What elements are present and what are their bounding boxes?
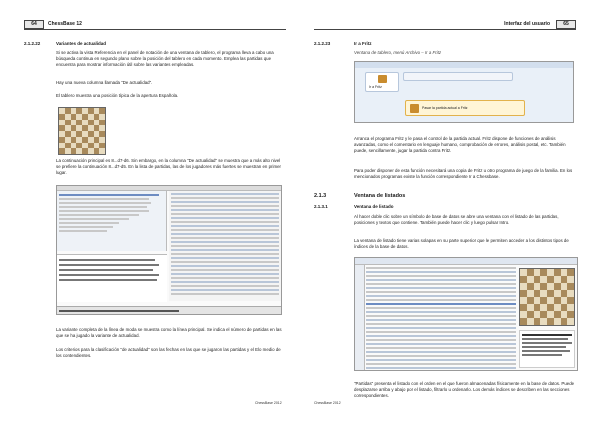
page-number: 64 — [31, 21, 37, 27]
status-strip — [57, 306, 281, 314]
table-row — [171, 245, 279, 247]
board-square — [554, 269, 561, 276]
table-row — [366, 335, 516, 337]
board-square — [534, 290, 541, 297]
table-row — [171, 237, 279, 239]
board-square — [520, 276, 527, 283]
table-row — [366, 319, 516, 321]
table-row — [366, 359, 516, 361]
paragraph: La variante completa de la línea de moda se muestra como la línea principal. Se indica el número de partidas en las que se ha jugado la variante de actualidad. — [56, 327, 282, 339]
table-row — [366, 271, 516, 273]
board-square — [99, 148, 105, 154]
table-row — [59, 206, 147, 208]
board-square — [554, 276, 561, 283]
table-row — [171, 213, 279, 215]
board-square — [547, 290, 554, 297]
board-square — [561, 304, 568, 311]
table-row — [171, 293, 279, 295]
board-square — [527, 290, 534, 297]
menu-path: Ventana de tablero, menú Archivo – Ir a Fritz — [354, 50, 442, 55]
paragraph: Si se activa la vista Referencia en el panel de notación de una ventana de tablero, el programa lleva a cabo una búsqueda continua en segundo plano sobre la posición del tablero en cada momento. Emplea las partidas que encuentra para mostrar información útil sobre las variantes empleadas. — [56, 50, 274, 68]
footer: ChessBase 2012 — [314, 401, 341, 405]
board-square — [534, 304, 541, 311]
board-square — [540, 283, 547, 290]
table-row — [366, 299, 516, 301]
table-row — [171, 281, 279, 283]
table-row — [171, 285, 279, 287]
ribbon-tab-bar — [355, 62, 573, 68]
table-row — [171, 221, 279, 223]
chess-board-image — [58, 107, 106, 155]
notation-line — [59, 279, 157, 281]
notation-line — [522, 350, 570, 352]
board-square — [520, 297, 527, 304]
moves-table — [57, 191, 167, 251]
sidebar — [355, 265, 365, 370]
board-square — [540, 276, 547, 283]
board-square — [567, 297, 574, 304]
board-square — [567, 311, 574, 318]
fritz-icon — [378, 75, 387, 83]
table-row — [366, 295, 516, 297]
notation-line — [59, 264, 159, 266]
board-square — [540, 304, 547, 311]
board-square — [540, 269, 547, 276]
board-square — [520, 304, 527, 311]
board-square — [561, 276, 568, 283]
table-row — [59, 194, 159, 196]
table-row — [59, 226, 113, 228]
board-square — [547, 276, 554, 283]
board-square — [534, 276, 541, 283]
table-row — [171, 249, 279, 251]
board-square — [547, 311, 554, 318]
notation-line — [59, 259, 155, 261]
table-row — [366, 311, 516, 313]
notation-line — [522, 342, 572, 344]
table-row — [366, 291, 516, 293]
table-row — [366, 283, 516, 285]
table-row — [366, 323, 516, 325]
paragraph: Los criterios para la clasificación "de actualidad" son las fechas en las que se jugaron las partidas y el Elo medio de los contendientes. — [56, 347, 281, 359]
table-row — [59, 210, 149, 212]
board-square — [561, 318, 568, 325]
left-header — [24, 20, 286, 30]
notation-line — [522, 346, 566, 348]
board-square — [540, 297, 547, 304]
chapter-number: 2.1.3 — [314, 193, 327, 199]
table-row — [171, 209, 279, 211]
board-square — [554, 297, 561, 304]
table-row — [171, 269, 279, 271]
board-square — [561, 290, 568, 297]
board-square — [554, 311, 561, 318]
table-row — [171, 253, 279, 255]
board-square — [534, 269, 541, 276]
table-row — [366, 347, 516, 349]
board-square — [547, 269, 554, 276]
table-row — [366, 307, 516, 309]
board-square — [534, 283, 541, 290]
board-square — [567, 304, 574, 311]
paragraph: Hay una nueva columna llamada "De actualidad". — [56, 80, 153, 85]
board-square — [534, 297, 541, 304]
paragraph: La ventana de listado tiene varias solapas en su parte superior que le permiten acceder a los distintos tipos de índices de la base de datos. — [354, 238, 569, 250]
notation-line — [59, 269, 153, 271]
board-square — [567, 318, 574, 325]
table-row — [366, 303, 516, 305]
board-square — [520, 283, 527, 290]
notation-line — [522, 338, 568, 340]
table-row — [171, 261, 279, 263]
board-square — [527, 283, 534, 290]
board-square — [554, 304, 561, 311]
table-row — [366, 287, 516, 289]
table-row — [171, 217, 279, 219]
board-square — [527, 318, 534, 325]
page-number: 65 — [563, 21, 569, 27]
page-number-box — [24, 20, 44, 29]
board-square — [520, 290, 527, 297]
table-row — [366, 343, 516, 345]
table-row — [366, 327, 516, 329]
board-square — [534, 318, 541, 325]
table-row — [171, 229, 279, 231]
table-row — [171, 257, 279, 259]
board-square — [547, 304, 554, 311]
board-square — [527, 311, 534, 318]
table-row — [59, 222, 119, 224]
tooltip-label: Pasar la partida actual a Fritz — [422, 106, 468, 110]
table-row — [59, 214, 139, 216]
table-row — [366, 367, 516, 369]
board-square — [561, 297, 568, 304]
board-square — [547, 297, 554, 304]
games-list — [169, 191, 281, 301]
right-header — [314, 20, 576, 30]
board-square — [554, 318, 561, 325]
paragraph: El tablero muestra una posición típica de la apertura Española. — [56, 93, 179, 98]
section-title: Ventana de listado — [354, 204, 394, 209]
table-row — [171, 197, 279, 199]
board-square — [561, 283, 568, 290]
notation-area — [57, 254, 167, 302]
table-row — [171, 277, 279, 279]
board-square — [520, 311, 527, 318]
table-row — [366, 315, 516, 317]
reference-panel-screenshot — [56, 185, 282, 315]
board-square — [547, 283, 554, 290]
notation-line — [522, 354, 562, 356]
table-row — [59, 230, 107, 232]
page-number-box — [556, 20, 576, 29]
table-row — [171, 225, 279, 227]
table-row — [366, 363, 516, 365]
table-row — [171, 289, 279, 291]
paragraph: La continuación principal es 8...d7-d6. Sin embargo, en la columna "De actualidad" se muestra que a más alto nivel se prefiere la continuación 8...d7-d5. En la lista de partidas, las de los jugadores más fuertes se muestran en primer lugar. — [56, 158, 282, 176]
paragraph: Al hacer doble clic sobre un símbolo de base de datos se abre una ventana con el listado de las partidas, posiciones y textos que contiene. También puede hacer clic y luego pulsar Intro. — [354, 214, 559, 226]
table-row — [366, 339, 516, 341]
table-row — [171, 273, 279, 275]
section-number: 2.1.2.22 — [24, 41, 41, 46]
status-text-line — [59, 310, 179, 312]
ribbon-screenshot — [354, 61, 574, 123]
notation-line — [59, 274, 159, 276]
chapter-title: Ventana de listados — [354, 193, 406, 199]
table-row — [171, 241, 279, 243]
paragraph: Arranca el programa Fritz y le pasa el control de la partida actual. Fritz dispone de funciones de análisis avanzadas, como el comentario en lenguaje humano, comprobación de errores, análisis postal, etc. También puede, sencillamente, jugar la partida contra Fritz. — [354, 136, 566, 154]
board-square — [567, 276, 574, 283]
board-square — [561, 311, 568, 318]
section-title: Variantes de actualidad — [56, 41, 107, 46]
table-row — [366, 331, 516, 333]
board-square — [520, 318, 527, 325]
table-row — [59, 218, 129, 220]
table-row — [366, 279, 516, 281]
board-square — [527, 304, 534, 311]
chess-board-image — [519, 268, 575, 326]
running-title: Interfaz del usuario — [504, 21, 550, 27]
board-square — [540, 318, 547, 325]
table-row — [366, 351, 516, 353]
board-square — [527, 276, 534, 283]
board-square — [534, 311, 541, 318]
window-toolbar — [355, 258, 577, 265]
fritz-icon — [410, 104, 419, 113]
board-square — [567, 290, 574, 297]
board-square — [554, 283, 561, 290]
table-row — [366, 275, 516, 277]
button-label: Ir a Fritz — [369, 85, 382, 89]
table-row — [171, 265, 279, 267]
ir-a-fritz-button[interactable] — [365, 72, 399, 92]
table-row — [366, 267, 516, 269]
table-row — [171, 205, 279, 207]
running-title: ChessBase 12 — [48, 21, 82, 27]
footer: ChessBase 2012 — [255, 401, 282, 405]
right-page — [300, 0, 600, 424]
notation-panel — [519, 330, 575, 368]
section-number: 2.1.2.23 — [314, 41, 331, 46]
ribbon-group — [403, 72, 513, 81]
table-row — [59, 202, 151, 204]
table-row — [171, 201, 279, 203]
paragraph: "Partidas" presenta el listado con el orden en el que fueron almacenadas físicamente en la base de datos. Puede desplazarse arriba y abajo por el listado, filtrarlo u ordenarlo. Los demás índices se describen en las secciones correspondientes. — [354, 381, 575, 399]
table-row — [171, 193, 279, 195]
section-title: Ir a Fritz — [354, 41, 372, 46]
section-number: 2.1.3.1 — [314, 204, 328, 209]
paragraph: Para poder disponer de esta función necesitará una copia de Fritz u otro programa de juego de la familia. En los mencionados programas existe la función correspondiente Ir a Chessbase. — [354, 168, 573, 180]
games-table — [366, 267, 516, 368]
notation-line — [522, 334, 572, 336]
table-row — [171, 233, 279, 235]
board-square — [540, 311, 547, 318]
board-square — [561, 269, 568, 276]
board-square — [520, 269, 527, 276]
board-square — [527, 297, 534, 304]
board-square — [567, 269, 574, 276]
list-window-screenshot — [354, 257, 578, 371]
board-square — [567, 283, 574, 290]
board-square — [527, 269, 534, 276]
table-row — [366, 355, 516, 357]
board-square — [547, 318, 554, 325]
table-row — [59, 198, 149, 200]
fritz-tooltip — [405, 100, 525, 116]
board-square — [554, 290, 561, 297]
board-square — [540, 290, 547, 297]
